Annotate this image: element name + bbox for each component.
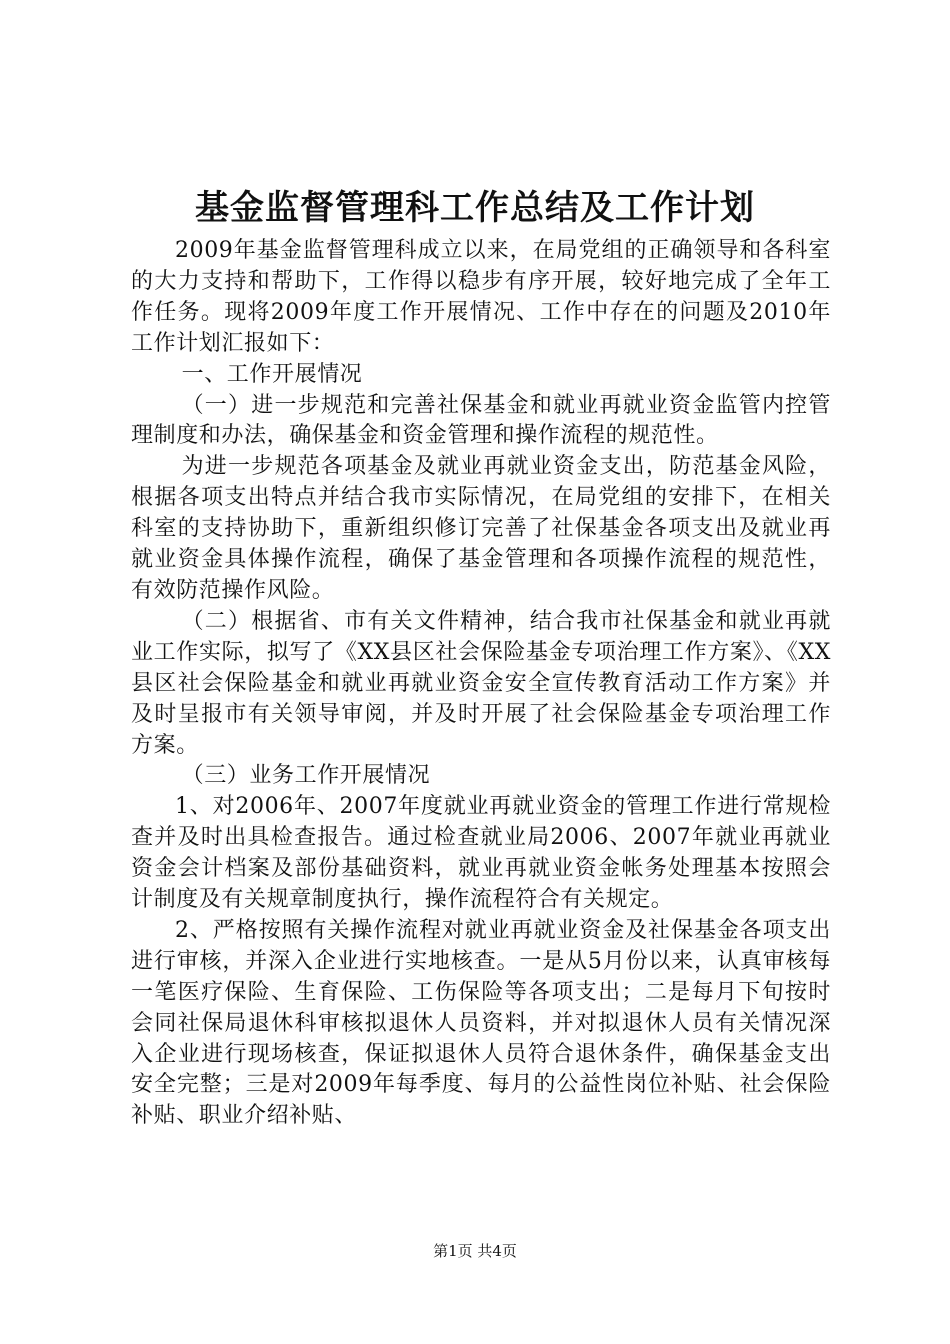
section-heading-work-status: 一、工作开展情况: [181, 361, 363, 387]
paragraph-business-2: 2、严格按照有关操作流程对就业再就业资金及社保基金各项支出进行审核，并深入企业进行实地核查。一是从5月份以来，认真审核每一笔医疗保险、生育保险、工伤保险等各项支出；二是每月下旬按时会同社保局退休科审核拟退休人员资料，并对拟退休人员有关情况深入企业进行现场核查，保证拟退休人员符合退休条件，确保基金支出安全完整；三是对2009年每季度、每月的公益性岗位补贴、社会保险补贴、职业介绍补贴、: [131, 917, 831, 1129]
document-body: [131, 236, 831, 1132]
paragraph-item-1-detail: 为进一步规范各项基金及就业再就业资金支出，防范基金风险，根据各项支出特点并结合我市实际情况，在局党组的安排下，在相关科室的支持协助下，重新组织修订完善了社保基金各项支出及就业再就业资金具体操作流程，确保了基金管理和各项操作流程的规范性，有效防范操作风险。: [131, 454, 831, 603]
paragraph-business-1: 1、对2006年、2007年度就业再就业资金的管理工作进行常规检查并及时出具检查报告。通过检查就业局2006、2007年就业再就业资金会计档案及部份基础资料，就业再就业资金帐务处理基本按照会计制度及有关规章制度执行，操作流程符合有关规定。: [131, 794, 831, 913]
paragraph-item-2: （二）根据省、市有关文件精神，结合我市社保基金和就业再就业工作实际，拟写了《XX县区社会保险基金专项治理工作方案》、《XX县区社会保险基金和就业再就业资金安全宣传教育活动工作方案》并及时呈报市有关领导审阅，并及时开展了社会保险基金专项治理工作方案。: [131, 608, 831, 758]
paragraph-intro: 2009年基金监督管理科成立以来，在局党组的正确领导和各科室的大力支持和帮助下，工作得以稳步有序开展，较好地完成了全年工作任务。现将2009年度工作开展情况、工作中存在的问题及2010年工作计划汇报如下：: [131, 238, 831, 356]
document-title: 基金监督管理科工作总结及工作计划: [195, 188, 755, 228]
paragraph-item-1: （一）进一步规范和完善社保基金和就业再就业资金监管内控管理制度和办法，确保基金和资金管理和操作流程的规范性。: [131, 392, 831, 449]
section-heading-business-work: （三）业务工作开展情况: [181, 763, 431, 789]
page-footer: 第1页 共4页: [433, 1242, 517, 1260]
